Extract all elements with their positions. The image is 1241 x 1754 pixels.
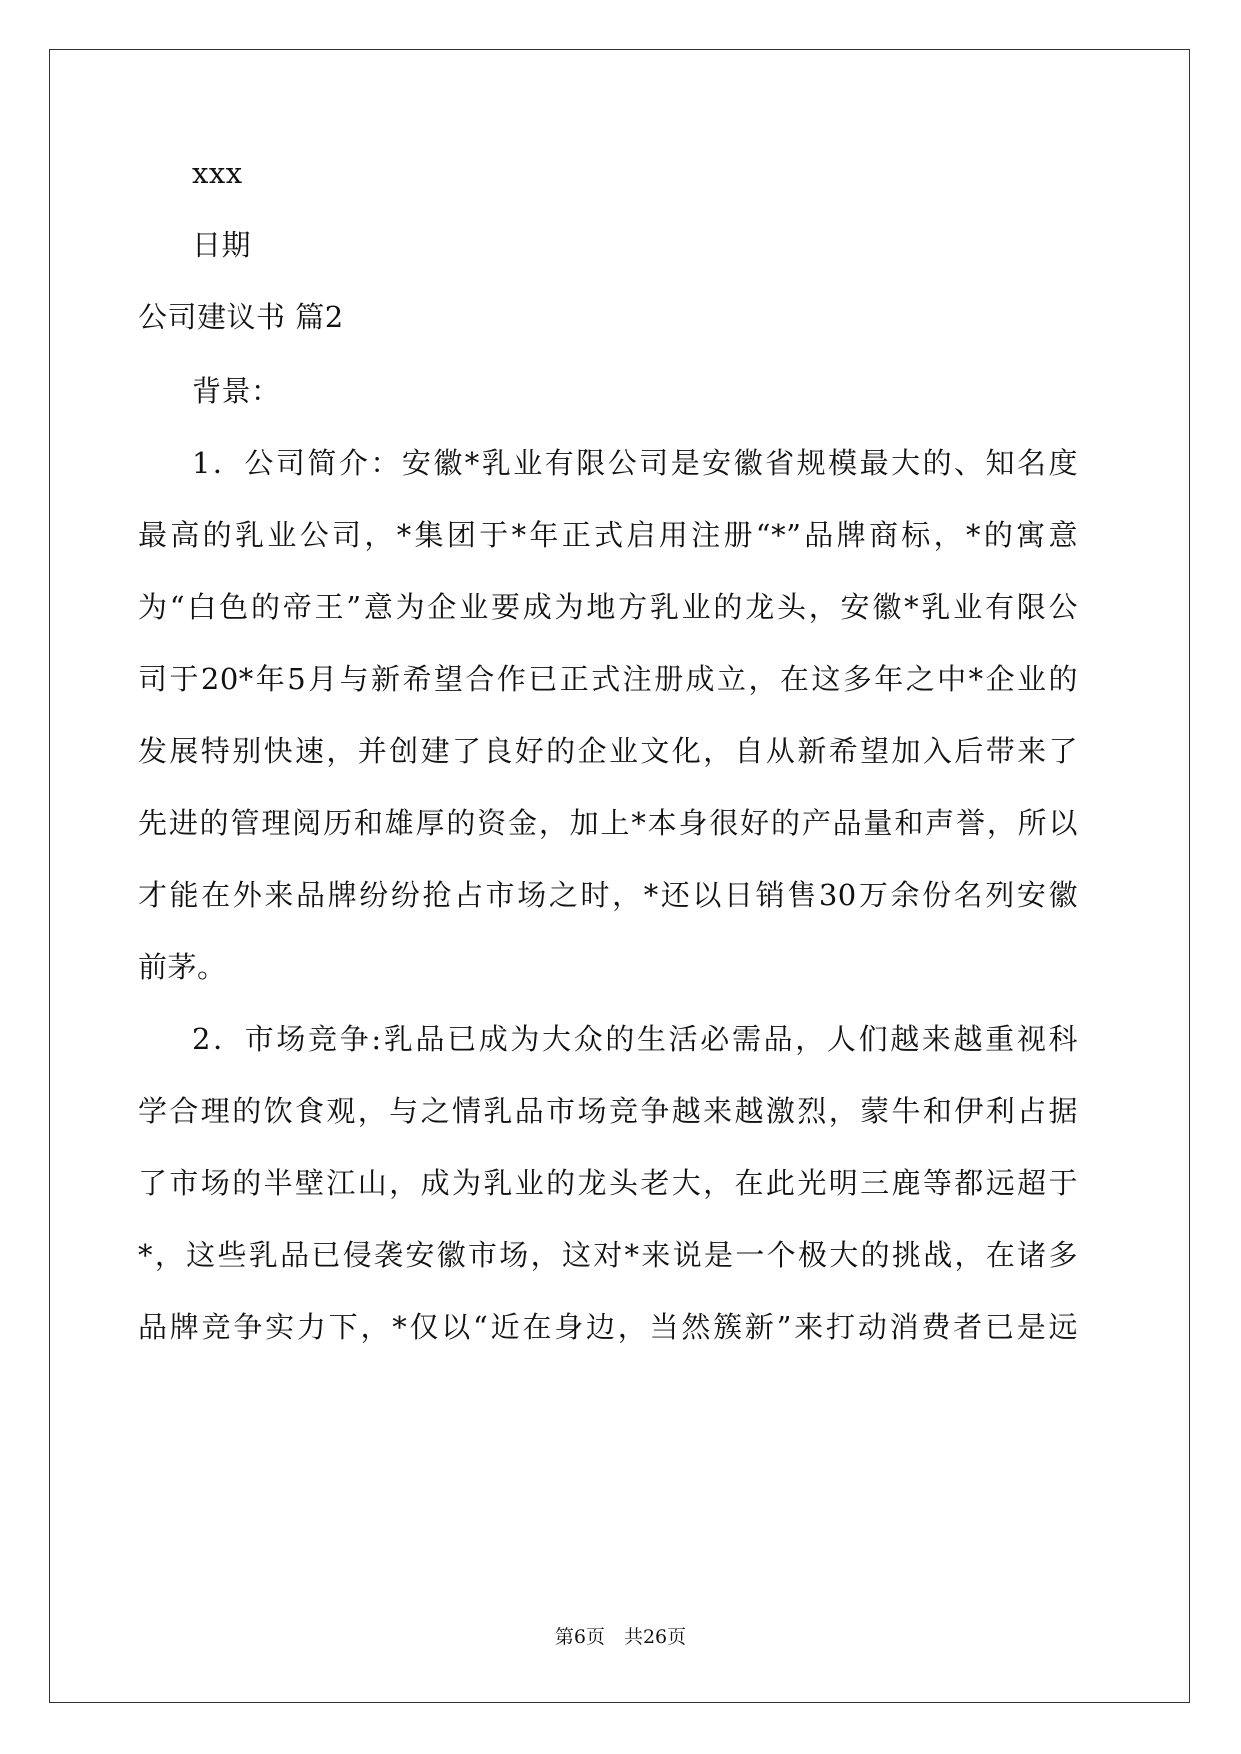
- paragraph-line: *，这些乳品已侵袭安徽市场，这对*来说是一个极大的挑战，在诸多: [138, 1238, 1078, 1272]
- page-border: [49, 49, 1190, 1703]
- text-line: xxx: [192, 156, 243, 190]
- section-title: 公司建议书 篇2: [138, 300, 344, 334]
- paragraph-line: 发展特别快速，并创建了良好的企业文化，自从新希望加入后带来了: [138, 734, 1078, 768]
- paragraph-line: 最高的乳业公司，*集团于*年正式启用注册“*”品牌商标，*的寓意: [138, 518, 1078, 552]
- paragraph-line: 2．市场竞争:乳品已成为大众的生活必需品，人们越来越重视科: [192, 1022, 1078, 1056]
- paragraph-line: 司于20*年5月与新希望合作已正式注册成立，在这多年之中*企业的: [138, 662, 1078, 696]
- paragraph-line: 才能在外来品牌纷纷抢占市场之时，*还以日销售30万余份名列安徽: [138, 878, 1078, 912]
- page-number: 第6页 共26页: [554, 1626, 687, 1648]
- paragraph-line: 学合理的饮食观，与之情乳品市场竞争越来越激烈，蒙牛和伊利占据: [138, 1094, 1078, 1128]
- paragraph-line: 为“白色的帝王”意为企业要成为地方乳业的龙头，安徽*乳业有限公: [138, 590, 1078, 624]
- paragraph-line: 先进的管理阅历和雄厚的资金，加上*本身很好的产品量和声誉，所以: [138, 806, 1078, 840]
- text-line: 背景：: [192, 374, 281, 408]
- paragraph-line: 前茅。: [138, 950, 227, 984]
- paragraph-line: 了市场的半壁江山，成为乳业的龙头老大，在此光明三鹿等都远超于: [138, 1166, 1078, 1200]
- paragraph-line: 品牌竞争实力下，*仅以“近在身边，当然簇新”来打动消费者已是远: [138, 1310, 1078, 1344]
- paragraph-line: 1．公司简介：安徽*乳业有限公司是安徽省规模最大的、知名度: [192, 446, 1078, 480]
- text-line: 日期: [192, 228, 252, 262]
